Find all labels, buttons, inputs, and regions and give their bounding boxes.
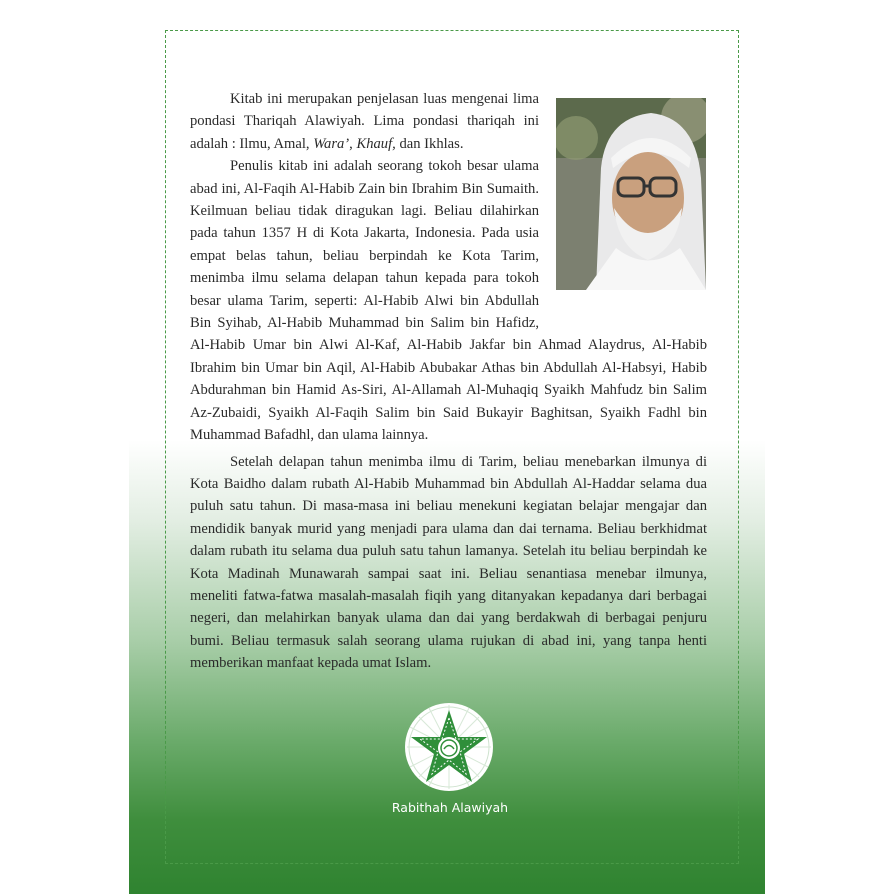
rabithah-alawiyah-logo (404, 702, 494, 792)
paragraph-author: Penulis kitab ini adalah seorang tokoh besar ulama abad ini, Al-Faqih Al-Habib Zain bin Ibrahim Bin Sumaith. Keilmuan beliau tidak diragukan lagi. Beliau dilahirkan pada tahun 1357 H di Kota Jakarta, Indonesia. Pada usia empat belas tahun, beliau berpindah ke Kota Tarim, menimba ilmu selama delapan tahun kepada para tokoh besar ulama Tarim, seperti: Al-Habib Alwi bin Abdullah Bin Syihab, Al-Habib Muhammad bin Salim bin Hafidz, Al-Habib Umar bin Alwi Al-Kaf, Al-Habib Jakfar bin Ahmad Alaydrus, Al-Habib Ibrahim bin Umar bin Aqil, Al-Habib Abubakar Athas bin Abdullah Al-Habsyi, Habib Abdurahman bin Hamid As-Siri, Al-Allamah Al-Muhaqiq Syaikh Mahfudz bin Salim Az-Zubaidi, Syaikh Al-Faqih Salim bin Said Bukayir Baghitsan, Syaikh Fadhl bin Muhammad Bafadhl, dan ulama lainnya. (190, 158, 707, 444)
paragraph-career: Setelah delapan tahun menimba ilmu di Tarim, beliau menebarkan ilmunya di Kota Baidho dalam rubath Al-Habib Muhammad bin Abdullah Al-Haddar selama dua puluh satu tahun. Di masa-masa ini beliau menekuni kegiatan belajar mengajar dan mendidik banyak murid yang menjadi para ulama dan dai ternama. Beliau berkhidmat dalam rubath itu selama dua puluh satu tahun lamanya. Setelah itu beliau berpindah ke Kota Madinah Munawarah sampai saat ini. Beliau senantiasa menebar ilmunya, meneliti fatwa-fatwa masalah-masalah fiqih yang ditanyakan kepadanya dari berbagai negeri, dan melahirkan banyak ulama dan dai yang berdakwah di berbagai penjuru bumi. Beliau termasuk salah seorang ulama rujukan di abad ini, yang tanpa henti memberikan manfaat kepada umat Islam. (190, 453, 707, 672)
paragraph-intro: Kitab ini merupakan penjelasan luas mengenai lima pondasi Thariqah Alawiyah. Lima pondasi thariqah ini adalah : Ilmu, Amal, Wara’, Khauf, dan Ikhlas. (190, 91, 539, 152)
italic-khauf: Khauf, (356, 135, 396, 152)
paragraph-intro-text: Kitab ini merupakan penjelasan luas mengenai lima pondasi Thariqah Alawiyah. Lima pondasi thariqah ini adalah : Ilmu, Amal, (190, 91, 539, 152)
portrait-text-wrap-spacer (539, 88, 707, 324)
book-description (190, 88, 707, 675)
italic-wara: Wara’ (313, 135, 350, 152)
paragraph-intro-ending: dan Ikhlas. (395, 135, 464, 152)
star-emblem-icon (404, 702, 494, 792)
publisher-name: Rabithah Alawiyah (391, 800, 509, 815)
